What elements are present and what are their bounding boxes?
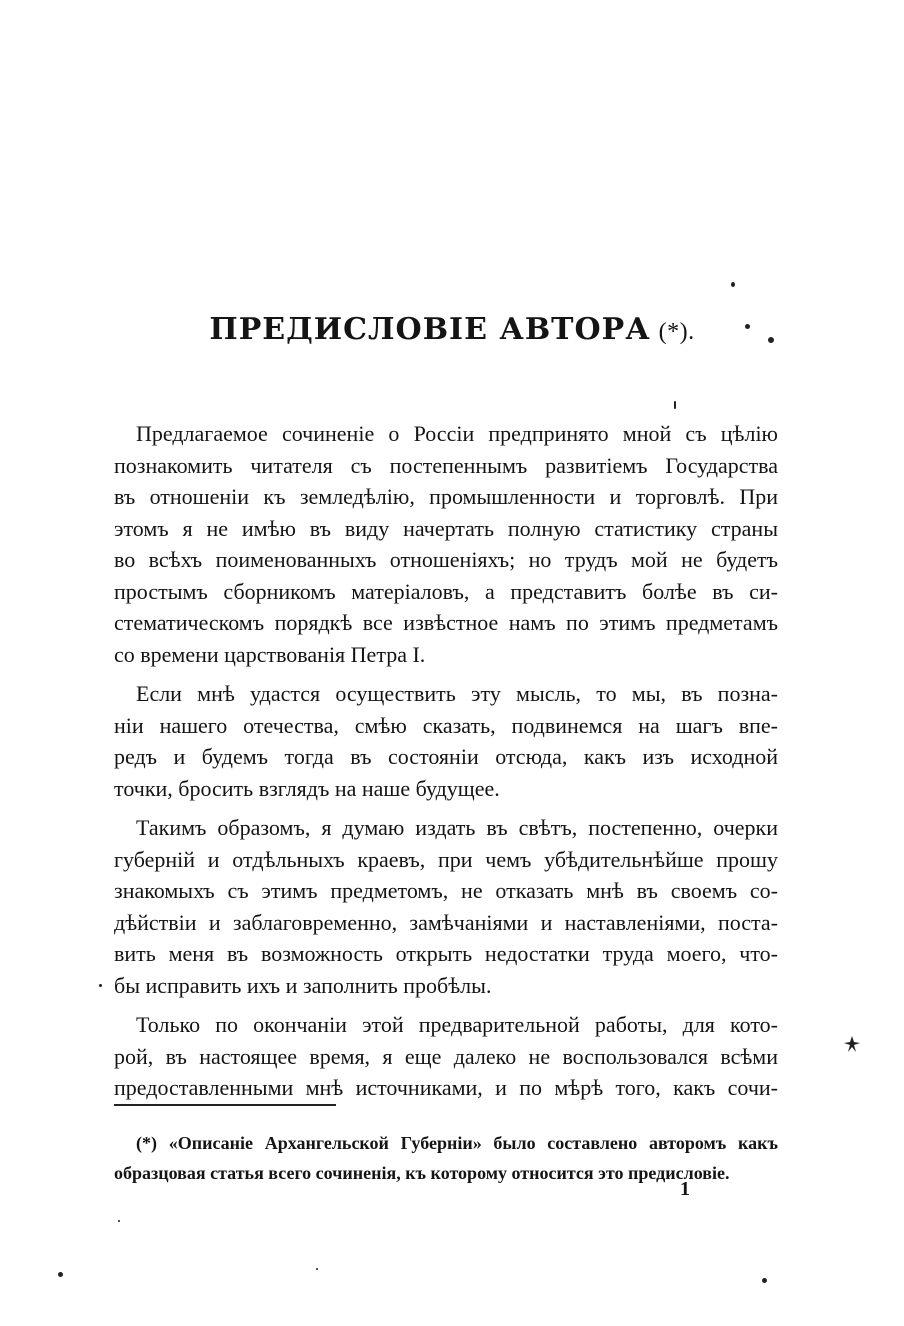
text-line: рой, въ настоящее время, я еще далеко не воспользовался всѣми: [114, 1043, 778, 1069]
footnote-line: образцовая статья всего сочиненія, къ которому относится это предисловіе.: [114, 1163, 730, 1183]
text-line: вить меня въ возможность открыть недостатки труда моего, что-: [114, 941, 778, 966]
title-footnote-mark: (*).: [658, 319, 695, 345]
body-text: [114, 418, 778, 1104]
text-line: предоставленными мнѣ источниками, и по мѣрѣ того, какъ сочи-: [114, 1075, 778, 1100]
page-number: 1: [680, 1178, 690, 1200]
scan-speck: [731, 282, 735, 287]
text-line: со времени царствованія Петра I.: [114, 641, 426, 667]
footnote-line: (*) «Описаніе Архангельской Губерніи» было составлено авторомъ какъ: [136, 1133, 778, 1153]
paragraph-2: [114, 678, 778, 804]
scan-speck: [745, 324, 750, 329]
text-line: во всѣхъ поименованныхъ отношеніяхъ; но трудъ мой не будетъ: [114, 547, 778, 572]
text-line: редъ и будемъ тогда въ состояніи отсюда, какъ изъ исходной: [114, 744, 778, 769]
scan-speck: [762, 1278, 767, 1283]
text-line: Предлагаемое сочиненіе о Россіи предпринято мной съ цѣлію: [136, 421, 778, 446]
text-line: простымъ сборникомъ матеріаловъ, а представитъ болѣе въ си-: [114, 578, 778, 604]
paragraph-1: [114, 418, 778, 670]
scan-speck: [58, 1272, 63, 1277]
scan-speck: [99, 984, 102, 987]
text-line: знакомыхъ съ этимъ предметомъ, не отказать мнѣ въ своемъ со-: [114, 878, 778, 903]
scan-speck: [316, 1268, 318, 1270]
text-line: Если мнѣ удастся осуществить эту мысль, то мы, въ позна-: [136, 681, 778, 706]
margin-ornament-icon: [842, 1034, 862, 1054]
paragraph-3: [114, 812, 778, 1001]
scan-speck: [118, 1220, 120, 1222]
footnote: [114, 1128, 778, 1188]
text-line: ніи нашего отечества, смѣю сказать, подвинемся на шагъ впе-: [114, 712, 778, 738]
scan-speck: [768, 337, 774, 343]
text-line: точки, бросить взглядъ на наше будущее.: [114, 775, 500, 801]
footnote-divider: [114, 1104, 336, 1106]
text-line: дѣйствіи и заблаговременно, замѣчаніями и наставленіями, поста-: [114, 909, 778, 935]
title-main: ПРЕДИСЛОВІЕ АВТОРА: [209, 312, 651, 347]
text-line: этомъ я не имѣю въ виду начертать полную статистику страны: [114, 515, 778, 541]
text-line: бы исправить ихъ и заполнить пробѣлы.: [114, 972, 492, 998]
text-line: познакомить читателя съ постепеннымъ развитіемъ Государства: [114, 452, 778, 478]
scan-speck: [674, 401, 676, 409]
paragraph-4: [114, 1009, 778, 1104]
text-line: губерній и отдѣльныхъ краевъ, при чемъ убѣдительнѣйше прошу: [114, 846, 778, 872]
text-line: Такимъ образомъ, я думаю издать въ свѣтъ, постепенно, очерки: [136, 815, 778, 840]
text-line: стематическомъ порядкѣ все извѣстное намъ по этимъ предметамъ: [114, 610, 778, 635]
text-line: въ отношеніи къ земледѣлію, промышленности и торговлѣ. При: [114, 484, 778, 509]
text-line: Только по окончаніи этой предварительной работы, для кото-: [136, 1012, 778, 1037]
